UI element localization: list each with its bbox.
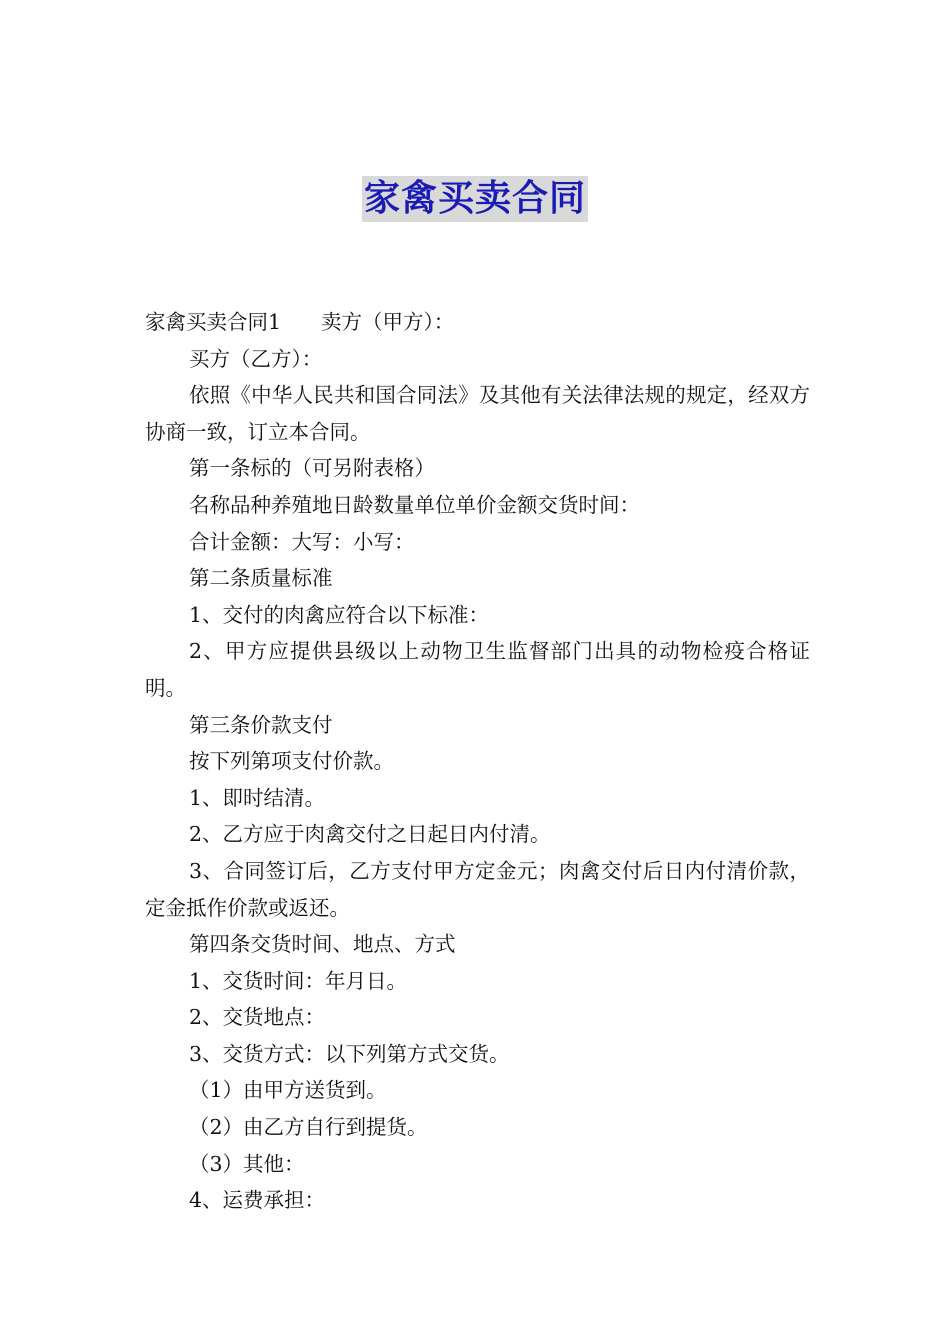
contract-heading-number: 家禽买卖合同1	[145, 310, 282, 334]
payment-intro: 按下列第项支付价款。	[189, 749, 394, 774]
delivery-option-3: （3）其他：	[189, 1151, 305, 1176]
total-amount-line: 合计金额：大写：小写：	[189, 529, 415, 554]
payment-item-3: 3、合同签订后，乙方支付甲方定金元；肉禽交付后日内付清价款，定金抵作价款或返还。	[145, 858, 810, 920]
buyer-label: 买方（乙方）：	[189, 346, 323, 371]
delivery-place: 2、交货地点：	[189, 1005, 326, 1030]
delivery-time: 1、交货时间：年月日。	[189, 968, 408, 993]
article-1-heading: 第一条标的（可另附表格）	[189, 456, 435, 481]
preamble-paragraph: 依照《中华人民共和国合同法》及其他有关法律法规的规定，经双方协商一致，订立本合同。	[145, 383, 810, 444]
payment-item-2: 2、乙方应于肉禽交付之日起日内付清。	[189, 822, 551, 847]
seller-label: 卖方（甲方）：	[321, 310, 455, 334]
article-2-heading: 第二条质量标准	[189, 566, 333, 591]
payment-item-1: 1、即时结清。	[189, 785, 326, 810]
document-title: 家禽买卖合同	[362, 176, 588, 222]
quality-item-2: 2、甲方应提供县级以上动物卫生监督部门出具的动物检疫合格证明。	[145, 639, 810, 700]
article-4-heading: 第四条交货时间、地点、方式	[189, 932, 456, 957]
article-3-heading: 第三条价款支付	[189, 712, 333, 737]
first-line	[145, 304, 810, 341]
delivery-method: 3、交货方式：以下列第方式交货。	[189, 1041, 510, 1066]
item-columns-line: 名称品种养殖地日龄数量单位单价金额交货时间：	[189, 492, 640, 517]
delivery-option-2: （2）由乙方自行到提货。	[189, 1115, 428, 1140]
contract-body	[145, 304, 810, 1219]
freight-line: 4、运费承担：	[189, 1188, 326, 1213]
delivery-option-1: （1）由甲方送货到。	[189, 1078, 387, 1103]
title-container	[0, 176, 950, 222]
quality-item-1: 1、交付的肉禽应符合以下标准：	[189, 602, 490, 627]
